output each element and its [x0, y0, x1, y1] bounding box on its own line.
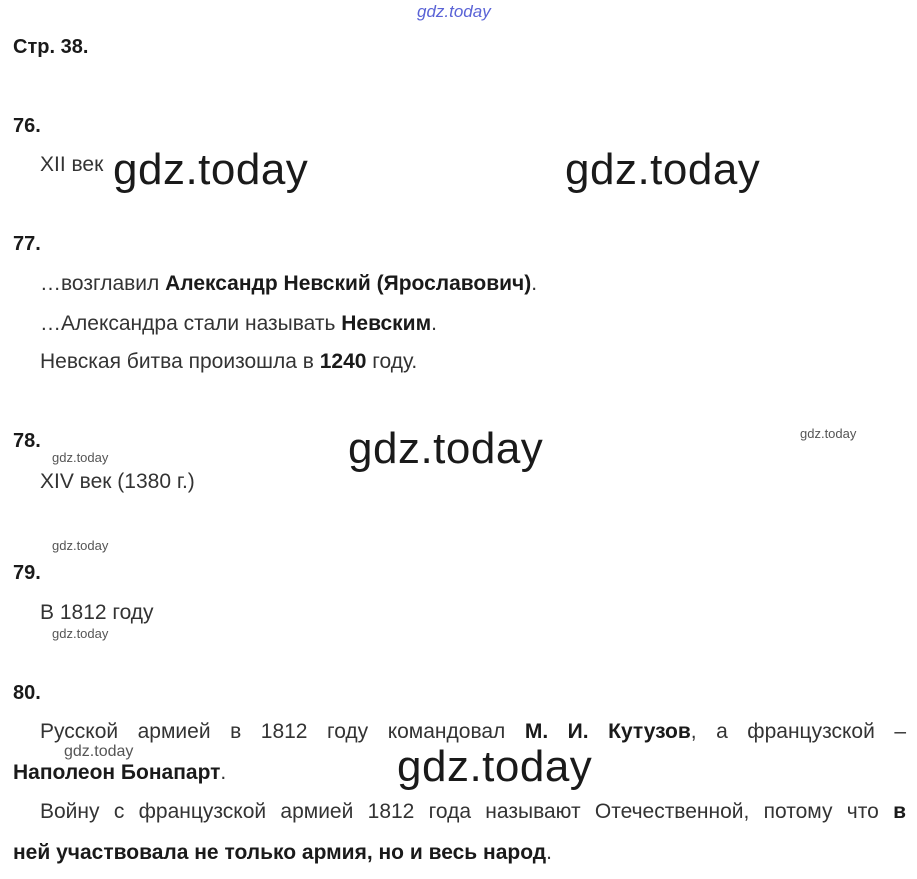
- task-number-79: 79.: [13, 562, 41, 584]
- page-label: Стр. 38.: [13, 36, 89, 58]
- watermark-small: gdz.today: [64, 743, 134, 760]
- task-answer-77-line1: …возглавил Александр Невский (Ярославович).: [40, 272, 538, 295]
- task-answer-80-p2-line1: Войну с французской армией 1812 года называют Отечественной, потому что в: [40, 800, 906, 823]
- watermark-large: gdz.today: [348, 424, 544, 473]
- task-answer-80-p1-line1: Русской армией в 1812 году командовал М. И. Кутузов, а французской –: [40, 720, 906, 743]
- task-answer-80-p1-line2: Наполеон Бонапарт.: [13, 761, 227, 784]
- task-number-78: 78.: [13, 430, 41, 452]
- watermark-small: gdz.today: [52, 450, 109, 465]
- task-answer-79: В 1812 году: [40, 601, 154, 624]
- task-answer-76: XII век: [40, 153, 104, 176]
- task-number-76: 76.: [13, 115, 41, 137]
- watermark-small: gdz.today: [52, 626, 109, 641]
- task-answer-77-line3: Невская битва произошла в 1240 году.: [40, 350, 418, 373]
- task-answer-77-line2: …Александра стали называть Невским.: [40, 312, 437, 335]
- watermark-large: gdz.today: [565, 145, 761, 194]
- watermark-small: gdz.today: [52, 538, 109, 553]
- task-number-80: 80.: [13, 682, 41, 704]
- watermark-large: gdz.today: [397, 742, 593, 791]
- watermark-small: gdz.today: [800, 426, 857, 441]
- task-number-77: 77.: [13, 233, 41, 255]
- task-answer-80-p2-line2: ней участвовала не только армия, но и весь народ.: [13, 841, 552, 864]
- task-answer-78: XIV век (1380 г.): [40, 470, 195, 493]
- site-watermark-top: gdz.today: [417, 2, 491, 21]
- watermark-large: gdz.today: [113, 145, 309, 194]
